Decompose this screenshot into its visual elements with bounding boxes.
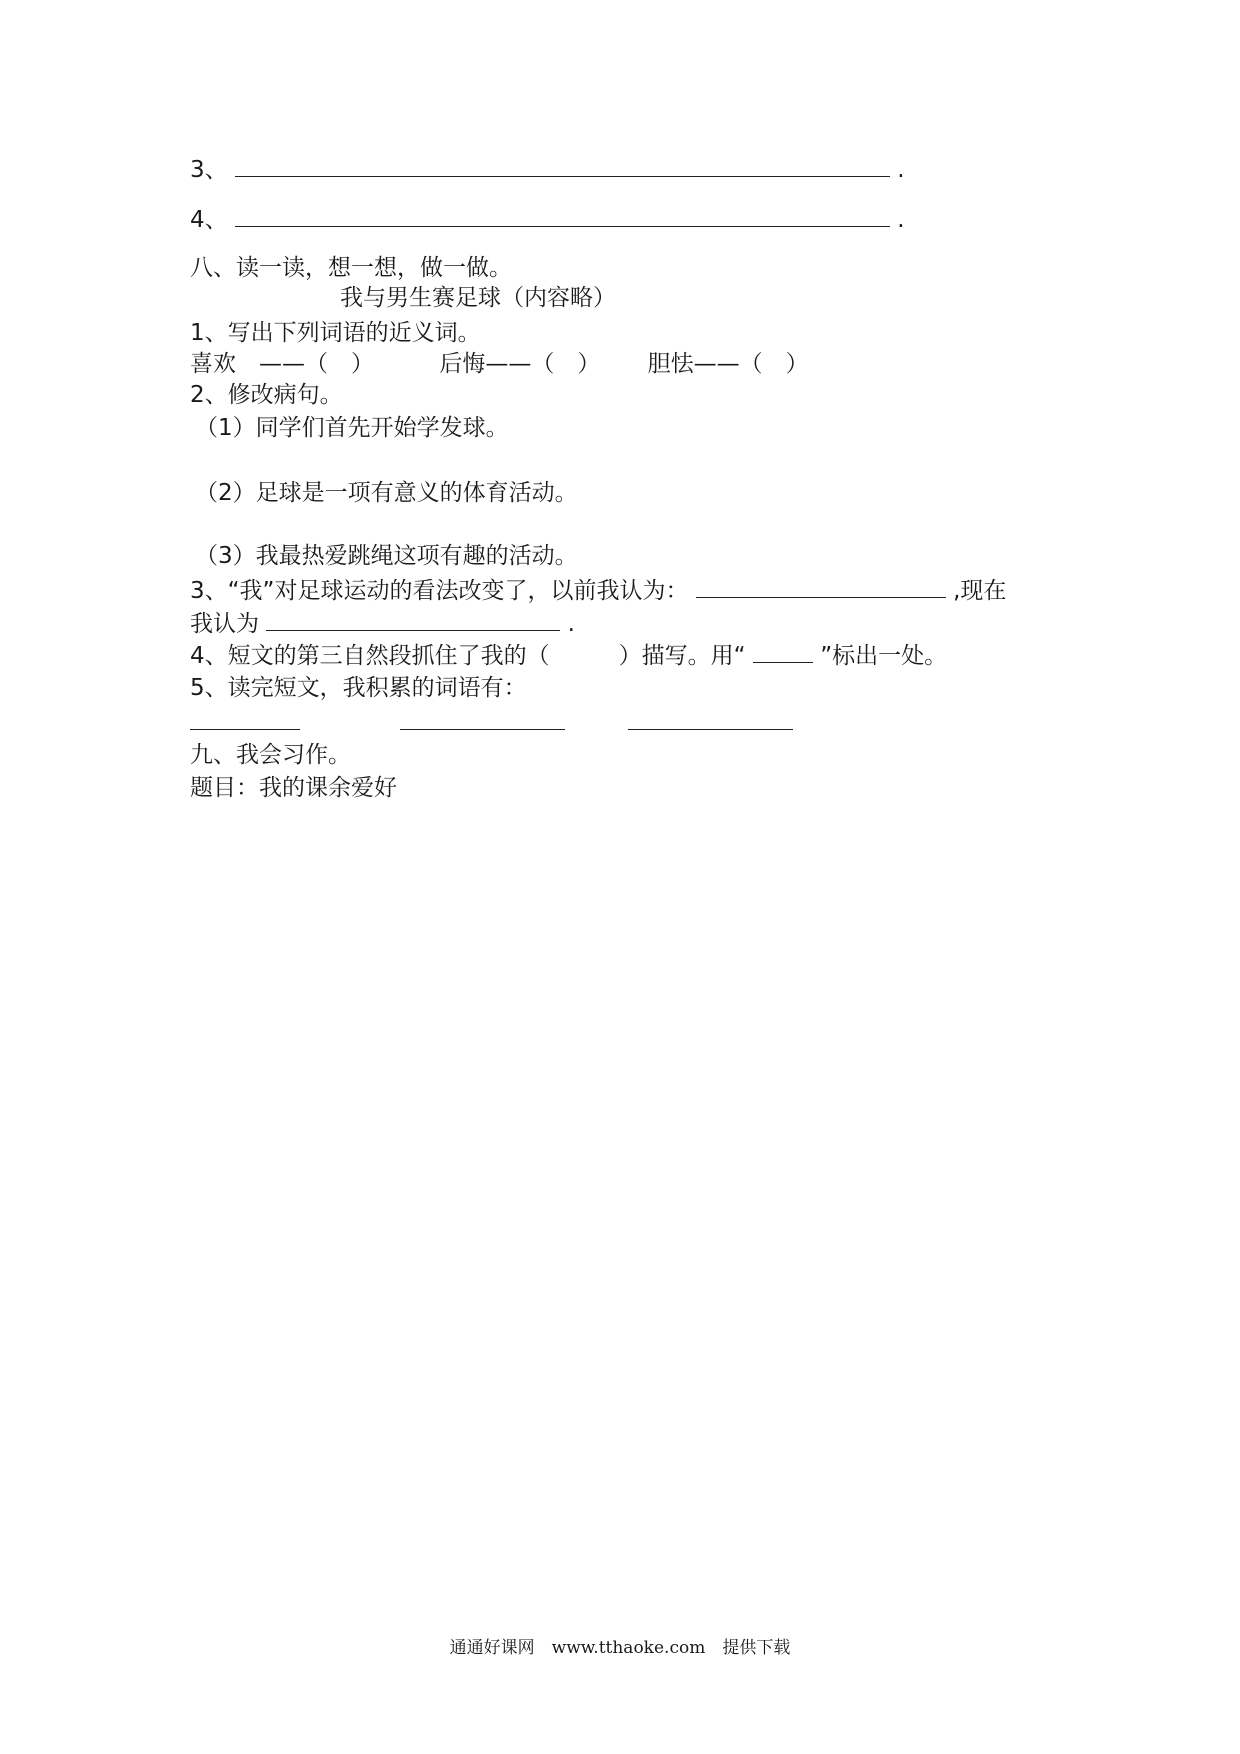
sentence-2: （2）足球是一项有意义的体育活动。 <box>195 480 578 506</box>
question-text: 我认为 <box>190 611 259 637</box>
answer-blank[interactable] <box>753 640 813 663</box>
question-text: 3、“我”对足球运动的看法改变了，以前我认为： <box>190 578 689 604</box>
passage-title: 我与男生赛足球（内容略） <box>340 285 616 311</box>
answer-blank[interactable] <box>235 154 890 177</box>
footer-text: 通通好课网 www.tthaoke.com 提供下载 <box>449 1638 791 1658</box>
answer-blank[interactable] <box>235 204 890 227</box>
answer-blank[interactable] <box>190 729 300 730</box>
period: . <box>897 207 905 233</box>
question-text: 4、短文的第三自然段抓住了我的（ ）描写。用“ <box>190 643 746 669</box>
composition-topic: 题目：我的课余爱好 <box>190 775 397 801</box>
synonym-item: 后悔——（ ） <box>439 351 601 377</box>
synonym-item: 胆怯——（ ） <box>647 351 809 377</box>
answer-blank[interactable] <box>628 729 793 730</box>
answer-blank[interactable] <box>400 729 565 730</box>
section-8-title: 八、读一读，想一想，做一做。 <box>190 255 512 281</box>
sub-question-3 <box>190 575 1006 606</box>
section-9-title: 九、我会习作。 <box>190 742 351 768</box>
sub-question-1: 1、写出下列词语的近义词。 <box>190 320 481 346</box>
question-text: ”标出一处。 <box>820 643 948 669</box>
synonym-row <box>190 349 809 379</box>
question-3-line <box>190 154 905 185</box>
answer-blank[interactable] <box>266 608 560 631</box>
question-3-number: 3、 <box>190 157 228 183</box>
question-4-number: 4、 <box>190 207 228 233</box>
sentence-3: （3）我最热爱跳绳这项有趣的活动。 <box>195 543 578 569</box>
sub-question-4 <box>190 640 947 671</box>
question-text: ,现在 <box>953 578 1007 604</box>
synonym-item: 喜欢 ——（ ） <box>190 351 374 377</box>
sub-question-2: 2、修改病句。 <box>190 382 343 408</box>
question-4-line <box>190 204 905 235</box>
period: . <box>897 157 905 183</box>
sub-question-5: 5、读完短文，我积累的词语有： <box>190 675 527 701</box>
sub-question-3-continued <box>190 608 575 639</box>
period: . <box>567 611 575 637</box>
sentence-1: （1）同学们首先开始学发球。 <box>195 415 509 441</box>
answer-blank[interactable] <box>696 575 946 598</box>
